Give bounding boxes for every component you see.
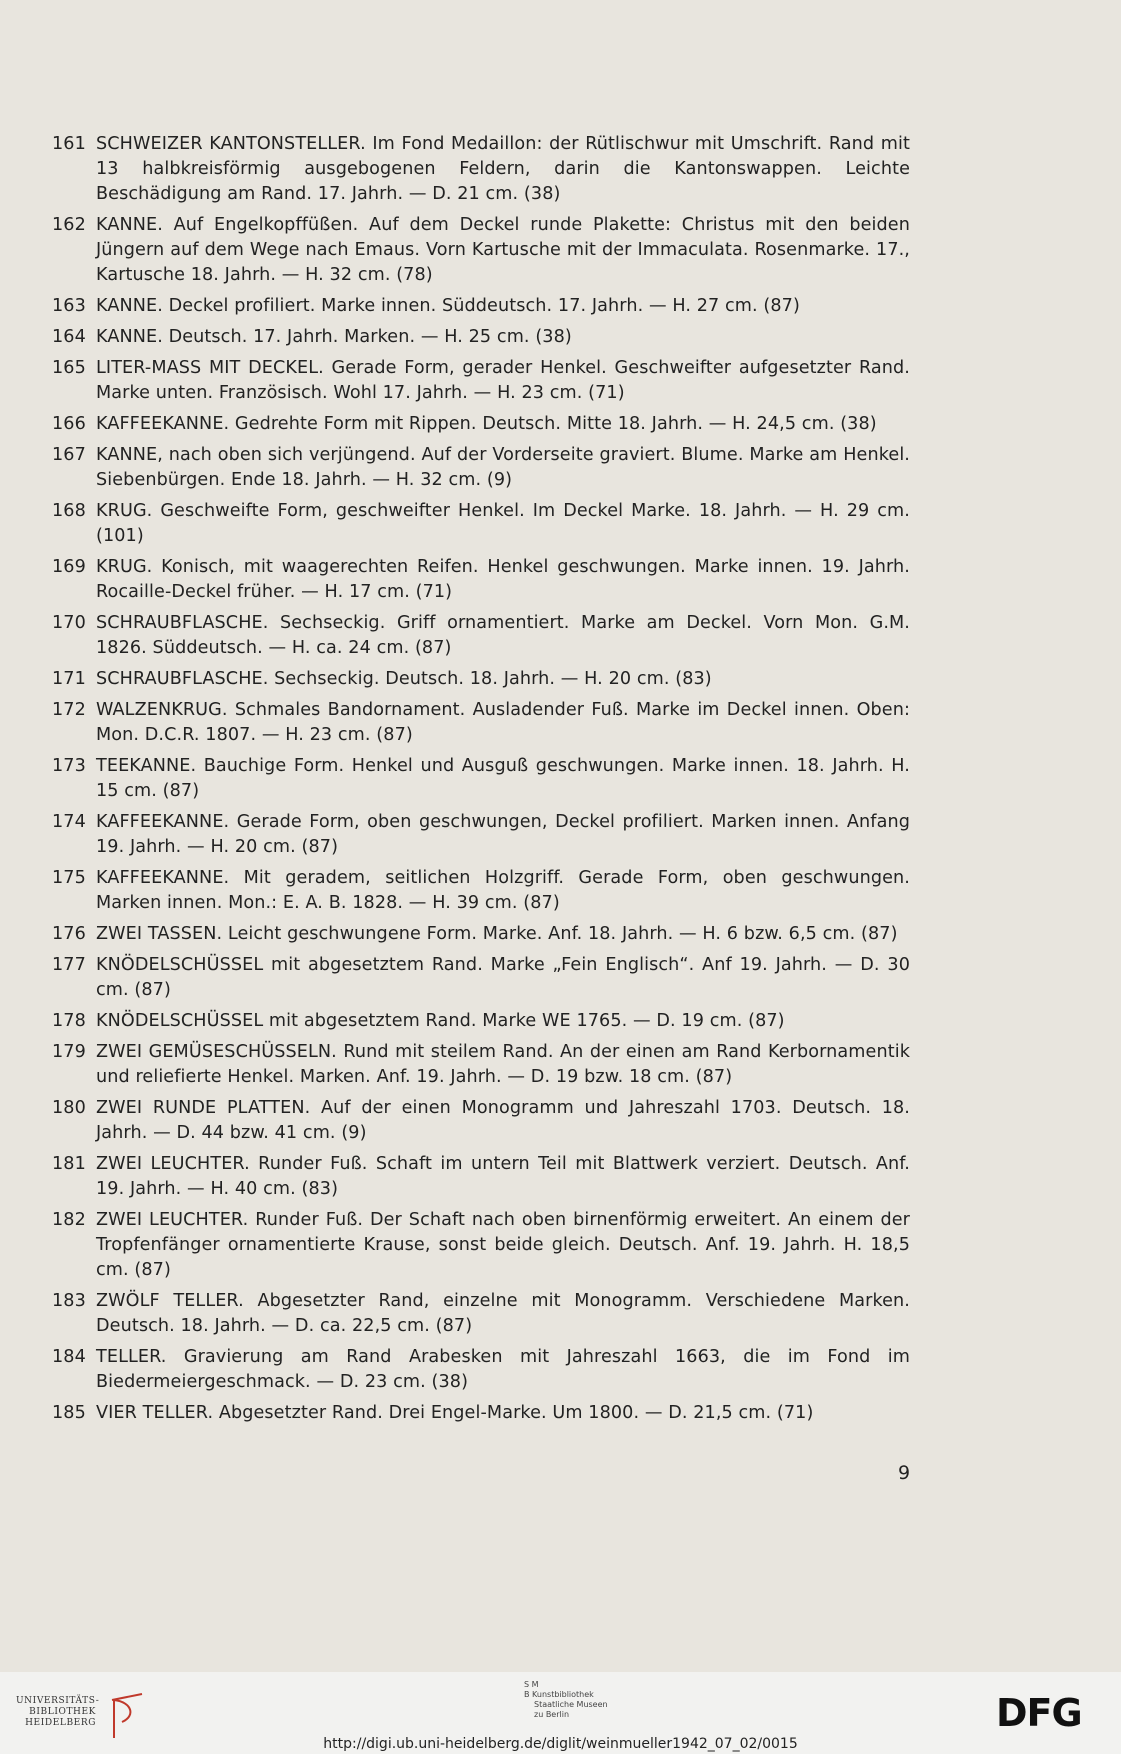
entry-text: KNÖDELSCHÜSSEL mit abgesetztem Rand. Marke WE 1765. — D. 19 cm. (87) [96,1011,785,1031]
library-name: UNIVERSITÄTS- BIBLIOTHEK HEIDELBERG [16,1696,100,1728]
entry-text: SCHWEIZER KANTONSTELLER. Im Fond Medaillon: der Rütlischwur mit Umschrift. Rand mit 13 halbkreisförmig ausgebogenen Feldern, darin die Kantonswappen. Leichte Beschädigung am Rand. 17. Jahrh. — D. 21 cm. (38) [96,134,910,204]
entry-number: 173 [52,756,86,776]
entry-list [52,132,910,1432]
entry-number: 164 [52,327,86,347]
entry-text: KAFFEEKANNE. Gedrehte Form mit Rippen. Deutsch. Mitte 18. Jahrh. — H. 24,5 cm. (38) [96,414,877,434]
catalog-entry [52,325,910,350]
entry-text: SCHRAUBFLASCHE. Sechseckig. Deutsch. 18. Jahrh. — H. 20 cm. (83) [96,669,712,689]
entry-number: 178 [52,1011,86,1031]
entry-number: 179 [52,1042,86,1062]
entry-number: 176 [52,924,86,944]
entry-text: KNÖDELSCHÜSSEL mit abgesetztem Rand. Marke „Fein Englisch“. Anf 19. Jahrh. — D. 30 cm. (87) [96,955,910,1000]
entry-number: 174 [52,812,86,832]
entry-text: ZWEI LEUCHTER. Runder Fuß. Schaft im untern Teil mit Blattwerk verziert. Deutsch. Anf. 19. Jahrh. — H. 40 cm. (83) [96,1154,910,1199]
catalog-entry [52,667,910,692]
catalog-entry [52,1009,910,1034]
dfg-text: DFG [996,1694,1082,1730]
entry-number: 170 [52,613,86,633]
entry-text: KAFFEEKANNE. Mit geradem, seitlichen Holzgriff. Gerade Form, oben geschwungen. Marken innen. Mon.: E. A. B. 1828. — H. 39 cm. (87) [96,868,910,913]
catalog-entry [52,499,910,549]
entry-number: 185 [52,1403,86,1423]
catalog-entry [52,412,910,437]
entry-number: 168 [52,501,86,521]
entry-number: 162 [52,215,86,235]
catalog-entry [52,611,910,661]
entry-text: KRUG. Geschweifte Form, geschweifter Henkel. Im Deckel Marke. 18. Jahrh. — H. 29 cm. (101) [96,501,910,546]
catalog-entry [52,698,910,748]
entry-text: KAFFEEKANNE. Gerade Form, oben geschwungen, Deckel profiliert. Marken innen. Anfang 19. Jahrh. — H. 20 cm. (87) [96,812,910,857]
entry-number: 182 [52,1210,86,1230]
footer-bar [0,1672,1121,1754]
entry-number: 161 [52,134,86,154]
catalog-entry [52,810,910,860]
entry-number: 175 [52,868,86,888]
catalog-entry [52,1208,910,1283]
entry-number: 181 [52,1154,86,1174]
catalog-entry [52,754,910,804]
entry-text: ZWEI RUNDE PLATTEN. Auf der einen Monogramm und Jahreszahl 1703. Deutsch. 18. Jahrh. — D. 44 bzw. 41 cm. (9) [96,1098,910,1143]
catalog-entry [52,922,910,947]
catalog-entry [52,1040,910,1090]
entry-number: 166 [52,414,86,434]
catalog-entry [52,1401,910,1426]
catalog-entry [52,1096,910,1146]
entry-text: WALZENKRUG. Schmales Bandornament. Ausladender Fuß. Marke im Deckel innen. Oben: Mon. D.C.R. 1807. — H. 23 cm. (87) [96,700,910,745]
catalog-entry [52,1289,910,1339]
source-url[interactable]: http://digi.ub.uni-heidelberg.de/diglit/weinmueller1942_07_02/0015 [323,1736,798,1752]
entry-number: 177 [52,955,86,975]
entry-text: ZWÖLF TELLER. Abgesetzter Rand, einzelne mit Monogramm. Verschiedene Marken. Deutsch. 18. Jahrh. — D. ca. 22,5 cm. (87) [96,1291,910,1336]
entry-text: KANNE. Deckel profiliert. Marke innen. Süddeutsch. 17. Jahrh. — H. 27 cm. (87) [96,296,800,316]
entry-number: 184 [52,1347,86,1367]
entry-text: SCHRAUBFLASCHE. Sechseckig. Griff ornamentiert. Marke am Deckel. Vorn Mon. G.M. 1826. Süddeutsch. — H. ca. 24 cm. (87) [96,613,910,658]
dfg-logo[interactable] [994,1694,1090,1730]
entry-number: 180 [52,1098,86,1118]
heidelberg-library-logo[interactable] [16,1692,156,1740]
entry-number: 167 [52,445,86,465]
entry-text: ZWEI TASSEN. Leicht geschwungene Form. Marke. Anf. 18. Jahrh. — H. 6 bzw. 6,5 cm. (87) [96,924,898,944]
entry-number: 172 [52,700,86,720]
smb-kunstbibliothek-logo[interactable]: S M B Kunstbibliothek Staatliche Museen zu Berlin [524,1680,608,1719]
entry-text: TELLER. Gravierung am Rand Arabesken mit Jahreszahl 1663, die im Fond im Biedermeiergeschmack. — D. 23 cm. (38) [96,1347,910,1392]
entry-text: LITER-MASS MIT DECKEL. Gerade Form, gerader Henkel. Geschweifter aufgesetzter Rand. Marke unten. Französisch. Wohl 17. Jahrh. — H. 23 cm. (71) [96,358,910,403]
catalog-entry [52,1345,910,1395]
entry-text: ZWEI GEMÜSESCHÜSSELN. Rund mit steilem Rand. An der einen am Rand Kerbornamentik und reliefierte Henkel. Marken. Anf. 19. Jahrh. — D. 19 bzw. 18 cm. (87) [96,1042,910,1087]
catalog-entry [52,555,910,605]
library-mark-icon [102,1692,150,1740]
catalog-entry [52,356,910,406]
entry-text: VIER TELLER. Abgesetzter Rand. Drei Engel-Marke. Um 1800. — D. 21,5 cm. (71) [96,1403,814,1423]
catalog-entry [52,953,910,1003]
entry-number: 163 [52,296,86,316]
catalog-entry [52,866,910,916]
page-number: 9 [898,1462,911,1484]
catalog-entry [52,294,910,319]
entry-text: KANNE. Auf Engelkopffüßen. Auf dem Deckel runde Plakette: Christus mit den beiden Jüngern auf dem Wege nach Emaus. Vorn Kartusche mit der Immaculata. Rosenmarke. 17., Kartusche 18. Jahrh. — H. 32 cm. (78) [96,215,910,285]
catalog-entry [52,213,910,288]
catalog-entry [52,443,910,493]
entry-text: ZWEI LEUCHTER. Runder Fuß. Der Schaft nach oben birnenförmig erweitert. An einem der Tropfenfänger ornamentierte Krause, sonst beide gleich. Deutsch. Anf. 19. Jahrh. H. 18,5 cm. (87) [96,1210,910,1280]
entry-number: 165 [52,358,86,378]
catalog-entry [52,132,910,207]
entry-number: 169 [52,557,86,577]
entry-text: KANNE. Deutsch. 17. Jahrh. Marken. — H. 25 cm. (38) [96,327,572,347]
entry-text: TEEKANNE. Bauchige Form. Henkel und Ausguß geschwungen. Marke innen. 18. Jahrh. H. 15 cm. (87) [96,756,910,801]
entry-number: 183 [52,1291,86,1311]
catalog-entry [52,1152,910,1202]
entry-text: KRUG. Konisch, mit waagerechten Reifen. Henkel geschwungen. Marke innen. 19. Jahrh. Rocaille-Deckel früher. — H. 17 cm. (71) [96,557,910,602]
entry-text: KANNE, nach oben sich verjüngend. Auf der Vorderseite graviert. Blume. Marke am Henkel. Siebenbürgen. Ende 18. Jahrh. — H. 32 cm. (9) [96,445,910,490]
entry-number: 171 [52,669,86,689]
